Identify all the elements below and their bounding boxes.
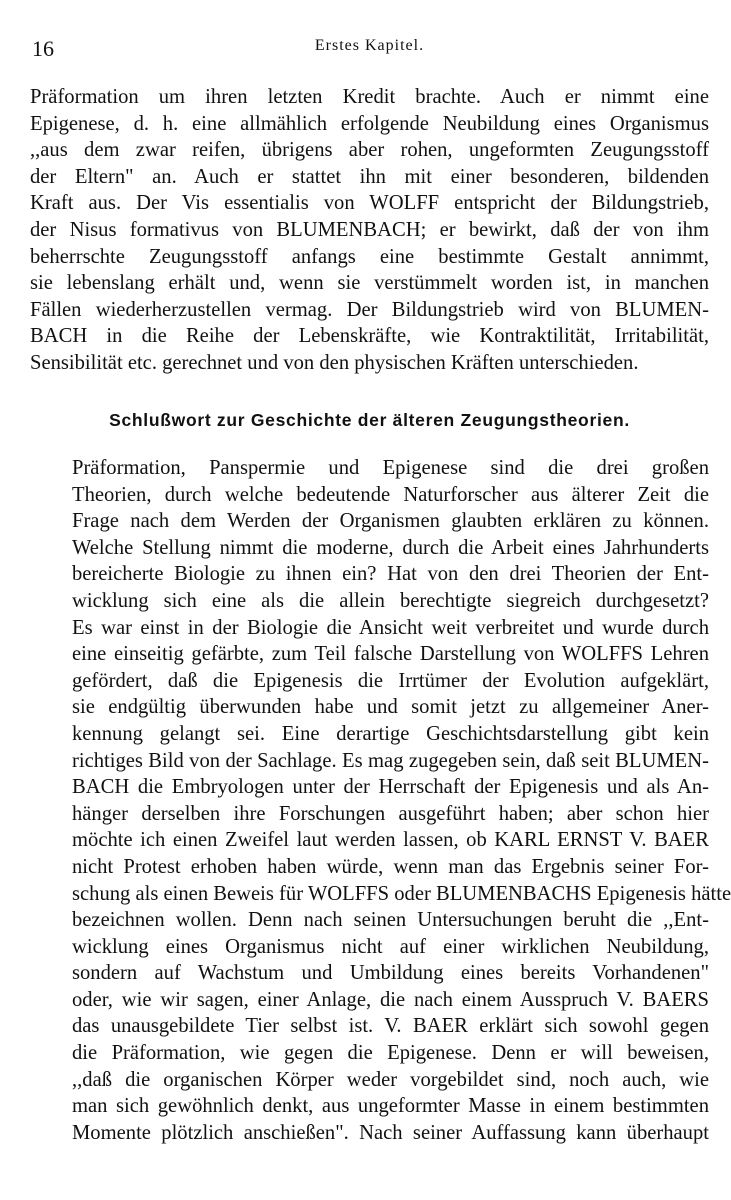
- text-line: oder, wie wir sagen, einer Anlage, die nach einem Ausspruch V. BAERS: [72, 988, 709, 1011]
- text-line: Kraft aus. Der Vis essentialis von WOLFF entspricht der Bildungstrieb,: [30, 192, 709, 215]
- running-head: [32, 36, 707, 60]
- text-line: der Eltern" an. Auch er stattet ihn mit einer besonderen, bildenden: [30, 165, 709, 188]
- text-line: schung als einen Beweis für WOLFFS oder BLUMENBACHS Epigenesis hätte: [72, 882, 731, 905]
- paragraph-2: [30, 455, 731, 1146]
- paragraph-1: [30, 84, 709, 377]
- text-line: ,,aus dem zwar reifen, übrigens aber rohen, ungeformten Zeugungsstoff: [30, 139, 709, 162]
- section-heading: Schlußwort zur Geschichte der älteren Zeugungstheorien.: [109, 410, 630, 430]
- text-line: ,,daß die organischen Körper weder vorgebildet sind, noch auch, wie: [72, 1068, 709, 1091]
- text-line: Theorien, durch welche bedeutende Naturforscher aus älterer Zeit die: [72, 483, 709, 506]
- text-line: kennung gelangt sei. Eine derartige Geschichtsdarstellung gibt kein: [72, 722, 709, 745]
- text-line: der Nisus formativus von BLUMENBACH; er bewirkt, daß der von ihm: [30, 218, 709, 241]
- text-line: Fällen wiederherzustellen vermag. Der Bildungstrieb wird von BLUMEN-: [30, 298, 709, 321]
- text-line: Es war einst in der Biologie die Ansicht weit verbreitet und wurde durch: [72, 616, 709, 639]
- text-line: BACH in die Reihe der Lebenskräfte, wie Kontraktilität, Irritabilität,: [30, 325, 709, 348]
- text-line: gefördert, daß die Epigenesis die Irrtümer der Evolution aufgeklärt,: [72, 669, 709, 692]
- text-line: das unausgebildete Tier selbst ist. V. BAER erklärt sich sowohl gegen: [72, 1015, 709, 1038]
- text-line: Frage nach dem Werden der Organismen glaubten erklären zu können.: [72, 510, 709, 533]
- text-line: Momente plötzlich anschießen". Nach seiner Auffassung kann überhaupt: [72, 1121, 709, 1144]
- text-line: bereicherte Biologie zu ihnen ein? Hat von den drei Theorien der Ent-: [72, 563, 709, 586]
- text-line: eine einseitig gefärbte, zum Teil falsche Darstellung von WOLFFS Lehren: [72, 643, 709, 666]
- text-line: beherrschte Zeugungsstoff anfangs eine bestimmte Gestalt annimmt,: [30, 245, 709, 268]
- page-number: 16: [32, 36, 54, 61]
- text-line: Welche Stellung nimmt die moderne, durch die Arbeit eines Jahrhunderts: [72, 536, 709, 559]
- text-line: wicklung eines Organismus nicht auf einer wirklichen Neubildung,: [72, 935, 709, 958]
- text-line: Präformation, Panspermie und Epigenese sind die drei großen: [72, 457, 709, 479]
- text-line: möchte ich einen Zweifel laut werden lassen, ob KARL ERNST V. BAER: [72, 829, 709, 852]
- text-line: sie endgültig überwunden habe und somit jetzt zu allgemeiner Aner-: [72, 696, 709, 719]
- text-line: man sich gewöhnlich denkt, aus ungeformter Masse in einem bestimmten: [72, 1095, 709, 1118]
- text-line: wicklung sich eine als die allein berechtigte siegreich durchgesetzt?: [72, 589, 709, 612]
- text-line: Präformation um ihren letzten Kredit brachte. Auch er nimmt eine: [30, 86, 709, 108]
- text-line: sie lebenslang erhält und, wenn sie verstümmelt worden ist, in manchen: [30, 272, 709, 295]
- text-line: sondern auf Wachstum und Umbildung eines bereits Vorhandenen": [72, 962, 709, 985]
- text-line: bezeichnen wollen. Denn nach seinen Untersuchungen beruht die ,,Ent-: [72, 909, 709, 932]
- text-line: richtiges Bild von der Sachlage. Es mag zugegeben sein, daß seit BLUMEN-: [72, 749, 709, 772]
- text-line: hänger derselben ihre Forschungen ausgeführt haben; aber schon hier: [72, 802, 709, 825]
- text-line: BACH die Embryologen unter der Herrschaft der Epigenesis und als An-: [72, 776, 709, 799]
- text-line: Epigenese, d. h. eine allmählich erfolgende Neubildung eines Organismus: [30, 112, 709, 135]
- text-line: nicht Protest erhoben haben würde, wenn man das Ergebnis seiner For-: [72, 855, 709, 878]
- text-line: Sensibilität etc. gerechnet und von den physischen Kräften unterschieden.: [30, 351, 639, 374]
- text-line: die Präformation, wie gegen die Epigenese. Denn er will beweisen,: [72, 1042, 709, 1065]
- chapter-title: Erstes Kapitel.: [314, 37, 425, 54]
